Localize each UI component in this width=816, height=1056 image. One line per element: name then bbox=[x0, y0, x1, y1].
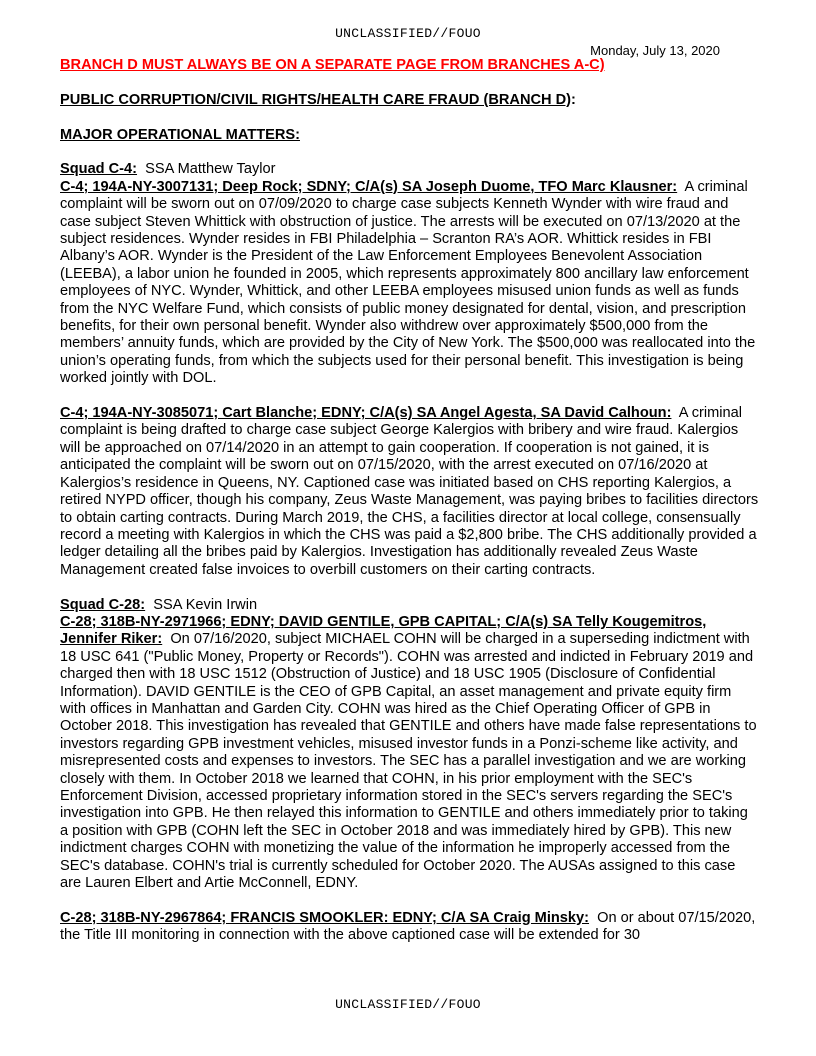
case-header: C-4; 194A-NY-3007131; Deep Rock; SDNY; C/A(s) SA Joseph Duome, TFO Marc Klausner: bbox=[60, 178, 678, 195]
squad-heading bbox=[60, 161, 760, 178]
classification-footer: UNCLASSIFIED//FOUO bbox=[335, 997, 481, 1012]
case-body: A criminal complaint will be sworn out on 07/09/2020 to charge case subjects Kenneth Wynder with wire fraud and case subject Steven Whittick with obstruction of justice. The arrests will be executed on 07/13/2020 at the subject residences. Wynder resides in FBI Philadelphia – Scranton RA’s AOR. Whittick resides in FBI Albany’s AOR. Wynder is the President of the Law Enforcement Employees Benevolent Association (LEEBA), a labor union he founded in 2005, which represents approximately 800 ancillary law enforcement employees of NYC. Wynder, Whittick, and other LEEBA employees misused union funds as well as funds from the NYC Welfare Fund, which consists of public money designated for dental, vision, and prescription benefits, for their own personal benefit. Wynder also withdrew over approximately $500,000 from the members’ annuity funds, which are provided by the City of New York. The $500,000 was reallocated into the union’s operating funds, from which the subjects used for their personal benefit. This investigation is being worked jointly with DOL. bbox=[60, 178, 756, 387]
section-title: PUBLIC CORRUPTION/CIVIL RIGHTS/HEALTH CARE FRAUD (BRANCH D) bbox=[60, 91, 572, 108]
case-entry bbox=[60, 405, 760, 579]
section-title-line bbox=[60, 92, 760, 109]
section-title-colon: : bbox=[571, 91, 576, 108]
case-entry bbox=[60, 179, 760, 388]
document-body bbox=[60, 57, 760, 945]
branch-notice: BRANCH D MUST ALWAYS BE ON A SEPARATE PAGE FROM BRANCHES A-C) bbox=[60, 57, 605, 73]
squad-supervisor: SSA Matthew Taylor bbox=[145, 161, 276, 178]
classification-header: UNCLASSIFIED//FOUO bbox=[335, 26, 481, 41]
case-header: C-28; 318B-NY-2967864; FRANCIS SMOOKLER: EDNY; C/A SA Craig Minsky: bbox=[60, 909, 590, 926]
report-date: Monday, July 13, 2020 bbox=[590, 43, 720, 58]
squad-supervisor: SSA Kevin Irwin bbox=[153, 596, 258, 613]
squad-label: Squad C-4: bbox=[60, 161, 138, 178]
squad-heading bbox=[60, 597, 760, 614]
case-header: C-28; 318B-NY-2971966; EDNY; DAVID GENTILE, GPB CAPITAL; C/A(s) SA Telly Kougemitros, Jennifer Riker: bbox=[60, 613, 707, 648]
case-entry bbox=[60, 910, 760, 945]
case-header: C-4; 194A-NY-3085071; Cart Blanche; EDNY; C/A(s) SA Angel Agesta, SA David Calhoun: bbox=[60, 405, 672, 422]
case-body: A criminal complaint is being drafted to charge case subject George Kalergios with bribery and wire fraud. Kalergios will be approached on 07/14/2020 in an attempt to gain cooperation. If cooperation is not gained, it is anticipated the complaint will be sworn out on 07/15/2020, with the arrest executed on 07/16/2020 at Kalergios’s residence in Queens, NY. Captioned case was initiated based on CHS reporting Kalergios, a retired NYPD officer, though his company, Zeus Waste Management, was paying bribes to facilities directors to obtain carting contracts. During March 2019, the CHS, a facilities director at local college, consensually record a meeting with Kalergios in which the CHS was paid a $2,800 bribe. The CHS additionally provided a ledger detailing all the bribes paid by Kalergios. Investigation has additionally revealed Zeus Waste Management created false invoices to overbill customers on their carting contracts. bbox=[60, 405, 759, 578]
case-body: On 07/16/2020, subject MICHAEL COHN will be charged in a superseding indictment with 18 USC 641 ("Public Money, Property or Records"). COHN was arrested and indicted in February 2019 and charged then with 18 USC 1512 (Obstruction of Justice) and 18 USC 1905 (Disclosure of Confidential Information). DAVID GENTILE is the CEO of GPB Capital, an asset management and private equity firm with offices in Manhattan and Garden City. COHN was hired as the Chief Operating Officer of GPB in October 2018. This investigation has revealed that GENTILE and others have made false representations to investors regarding GPB investment vehicles, misused investor funds in a Ponzi-scheme like activity, and misrepresented costs and expenses to investors. The SEC has a parallel investigation and we are working closely with them. In October 2018 we learned that COHN, in his prior employment with the SEC's Enforcement Division, accessed proprietary information stored in the SEC's servers regarding the SEC's investigation into GPB. He then relayed this information to GENTILE and others immediately prior to taking a position with GPB (COHN left the SEC in October 2018 and was immediately hired by GPB). This new indictment charges COHN with monetizing the value of the information he improperly accessed from the SEC's database. COHN's trial is currently scheduled for October 2020. The AUSAs assigned to this case are Lauren Elbert and Artie McConnell, EDNY. bbox=[60, 631, 757, 892]
subsection-title: MAJOR OPERATIONAL MATTERS: bbox=[60, 126, 300, 143]
case-body: On or about 07/15/2020, the Title III monitoring in connection with the above captioned case will be extended for 30 bbox=[60, 909, 756, 944]
squad-label: Squad C-28: bbox=[60, 596, 146, 613]
case-entry bbox=[60, 614, 760, 893]
